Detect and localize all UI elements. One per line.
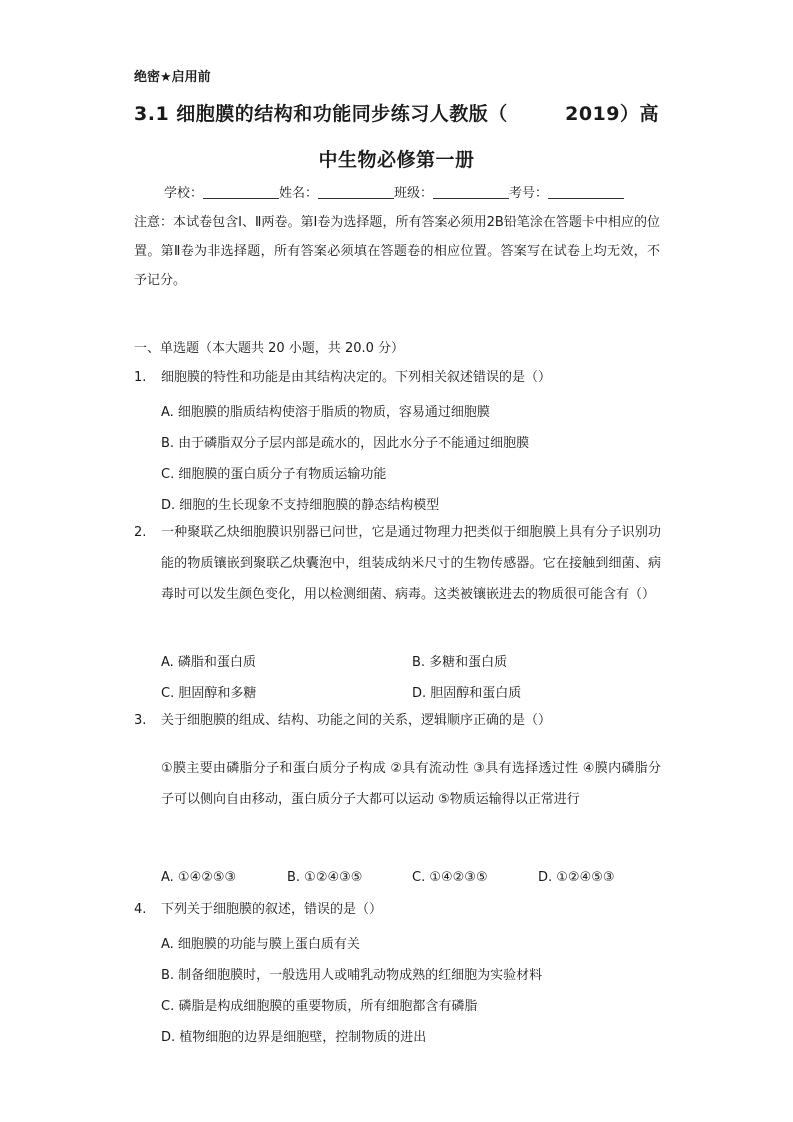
q4-option-c[interactable]: C. 磷脂是构成细胞膜的重要物质，所有细胞都含有磷脂: [161, 999, 478, 1014]
question-stem: 细胞膜的特性和功能是由其结构决定的。下列相关叙述错误的是（）: [161, 370, 552, 385]
school-label: 学校：: [164, 186, 204, 201]
class-label: 班级：: [394, 186, 434, 201]
question-number: 4.: [134, 902, 147, 917]
q3-statement: ①膜主要由磷脂分子和蛋白质分子构成 ②具有流动性 ③具有选择透过性 ④膜内磷脂分子可以侧向自由移动，蛋白质分子大都可以运动 ⑤物质运输得以正常进行: [161, 761, 661, 807]
q3-option-d[interactable]: D. ①②④⑤③: [538, 870, 615, 885]
q3-option-c[interactable]: C. ①④②③⑤: [412, 870, 488, 885]
q2-option-c[interactable]: C. 胆固醇和多糖: [161, 686, 257, 701]
q4-option-b[interactable]: B. 制备细胞膜时，一般选用人或哺乳动物成熟的红细胞为实验材料: [161, 968, 543, 983]
exam-no-blank[interactable]: [548, 186, 624, 199]
question-stem: 下列关于细胞膜的叙述，错误的是（）: [161, 902, 383, 917]
question-number: 1.: [134, 370, 147, 385]
exam-title-line2: 中生物必修第一册: [318, 149, 475, 171]
exam-notice: 注意：本试卷包含Ⅰ、Ⅱ两卷。第Ⅰ卷为选择题，所有答案必须用2B铅笔涂在答题卡中相应的位置。第Ⅱ卷为非选择题，所有答案必须填在答题卷的相应位置。答案写在试卷上均无效，不予记分。: [134, 215, 660, 288]
q3-option-b[interactable]: B. ①②④③⑤: [287, 870, 363, 885]
title-part2: 2019）高: [565, 103, 659, 125]
student-info-row: [164, 182, 624, 201]
question-stem: 关于细胞膜的组成、结构、功能之间的关系，逻辑顺序正确的是（）: [161, 713, 552, 728]
question-stem: 一种聚联乙炔细胞膜识别器已问世，它是通过物理力把类似于细胞膜上具有分子识别功能的物质镶嵌到聚联乙炔囊泡中，组装成纳米尺寸的生物传感器。它在接触到细菌、病毒时可以发生颜色变化，用以检测细菌、病毒。这类被镶嵌进去的物质很可能含有（）: [161, 525, 661, 602]
q4-option-d[interactable]: D. 植物细胞的边界是细胞壁，控制物质的进出: [161, 1030, 427, 1045]
exam-no-label: 考号：: [509, 186, 549, 201]
name-label: 姓名：: [279, 186, 319, 201]
q1-option-a[interactable]: A. 细胞膜的脂质结构使溶于脂质的物质，容易通过细胞膜: [161, 405, 490, 420]
q2-option-d[interactable]: D. 胆固醇和蛋白质: [412, 686, 522, 701]
section-heading: 一、单选题（本大题共 20 小题，共 20.0 分）: [134, 341, 405, 356]
q4-option-a[interactable]: A. 细胞膜的功能与膜上蛋白质有关: [161, 937, 360, 952]
q1-option-b[interactable]: B. 由于磷脂双分子层内部是疏水的，因此水分子不能通过细胞膜: [161, 436, 530, 451]
class-blank[interactable]: [433, 186, 509, 199]
q1-option-d[interactable]: D. 细胞的生长现象不支持细胞膜的静态结构模型: [161, 498, 440, 513]
title-part1: 3.1 细胞膜的结构和功能同步练习人教版（: [134, 103, 508, 125]
school-blank[interactable]: [203, 186, 279, 199]
q2-option-b[interactable]: B. 多糖和蛋白质: [412, 655, 508, 670]
question-number: 2.: [134, 525, 147, 540]
secret-label: 绝密★启用前: [134, 70, 211, 85]
q2-option-a[interactable]: A. 磷脂和蛋白质: [161, 655, 256, 670]
q3-option-a[interactable]: A. ①④②⑤③: [161, 870, 237, 885]
question-number: 3.: [134, 713, 147, 728]
exam-title-line1: [134, 99, 659, 126]
q1-option-c[interactable]: C. 细胞膜的蛋白质分子有物质运输功能: [161, 467, 387, 482]
name-blank[interactable]: [318, 186, 394, 199]
